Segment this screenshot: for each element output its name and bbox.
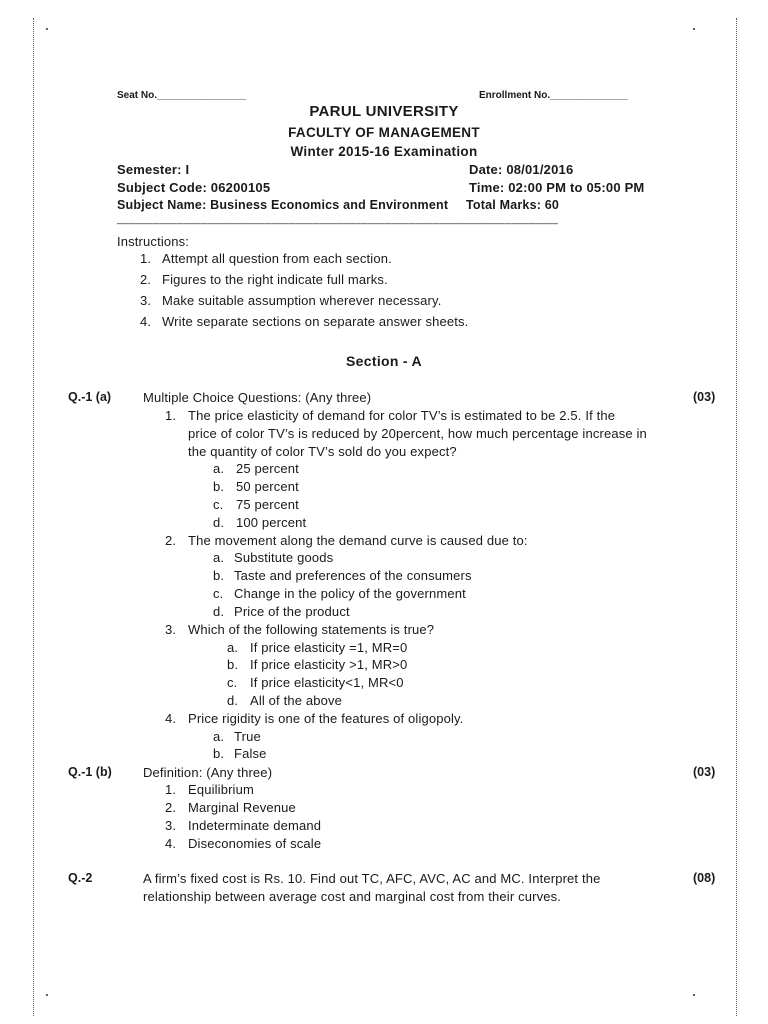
instruction-number: 4. (140, 314, 152, 329)
mcq-option-letter: c. (213, 586, 224, 601)
exam-date: Date: 08/01/2016 (469, 162, 574, 177)
corner-mark (46, 994, 48, 996)
definition-number: 3. (165, 818, 177, 833)
mcq-option-text: 50 percent (236, 479, 299, 494)
mcq-option-text: All of the above (250, 693, 343, 708)
mcq-number: 4. (165, 711, 177, 726)
question-text: Definition: (Any three) (143, 765, 273, 780)
mcq-option-letter: d. (227, 693, 239, 708)
question-marks: (03) (693, 765, 716, 779)
mcq-option-letter: b. (213, 568, 225, 583)
definition-number: 4. (165, 836, 177, 851)
mcq-option-letter: d. (213, 604, 225, 619)
definition-term: Diseconomies of scale (188, 836, 322, 851)
mcq-text: The price elasticity of demand for color TV’s is estimated to be 2.5. If the (188, 408, 616, 423)
mcq-number: 2. (165, 533, 177, 548)
mcq-option-text: Substitute goods (234, 550, 334, 565)
instruction-text: Write separate sections on separate answer sheets. (162, 314, 469, 329)
mcq-option-text: 75 percent (236, 497, 299, 512)
mcq-option-text: Taste and preferences of the consumers (234, 568, 472, 583)
instruction-number: 1. (140, 251, 152, 266)
definition-term: Marginal Revenue (188, 800, 296, 815)
faculty-name: FACULTY OF MANAGEMENT (288, 125, 480, 140)
question-label: Q.-1 (b) (68, 765, 112, 779)
exam-title: Winter 2015-16 Examination (290, 144, 478, 159)
mcq-option-letter: b. (213, 479, 225, 494)
mcq-option-text: True (234, 729, 261, 744)
question-text: Multiple Choice Questions: (Any three) (143, 390, 372, 405)
exam-time: Time: 02:00 PM to 05:00 PM (469, 180, 645, 195)
mcq-option-letter: a. (213, 550, 225, 565)
subject-name: Subject Name: Business Economics and Environment (117, 198, 449, 212)
header-divider: __________________________________________________________________________ (117, 214, 559, 225)
mcq-option-text: 100 percent (236, 515, 307, 530)
right-dotted-margin-line (736, 18, 737, 1016)
seat-no: Seat No.________________ (117, 90, 246, 101)
mcq-text: The movement along the demand curve is caused due to: (188, 533, 528, 548)
mcq-number: 3. (165, 622, 177, 637)
definition-number: 2. (165, 800, 177, 815)
corner-mark (693, 994, 695, 996)
university-name: PARUL UNIVERSITY (309, 103, 459, 120)
total-marks: Total Marks: 60 (466, 198, 560, 212)
question-marks: (03) (693, 390, 716, 404)
mcq-text: Price rigidity is one of the features of oligopoly. (188, 711, 464, 726)
mcq-option-letter: d. (213, 515, 225, 530)
instruction-text: Make suitable assumption wherever necessary. (162, 293, 442, 308)
subject-code: Subject Code: 06200105 (117, 180, 271, 195)
mcq-option-text: Price of the product (234, 604, 350, 619)
mcq-option-letter: c. (227, 675, 238, 690)
instruction-text: Figures to the right indicate full marks. (162, 272, 388, 287)
mcq-option-text: 25 percent (236, 461, 299, 476)
mcq-option-text: Change in the policy of the government (234, 586, 466, 601)
mcq-option-text: False (234, 746, 267, 761)
section-title: Section - A (346, 353, 422, 369)
definition-term: Equilibrium (188, 782, 254, 797)
question-text: A firm’s fixed cost is Rs. 10. Find out TC, AFC, AVC, AC and MC. Interpret the (143, 871, 601, 886)
mcq-option-text: If price elasticity<1, MR<0 (250, 675, 404, 690)
instruction-number: 3. (140, 293, 152, 308)
mcq-option-letter: a. (227, 640, 239, 655)
question-text: relationship between average cost and marginal cost from their curves. (143, 889, 562, 904)
question-label: Q.-1 (a) (68, 390, 112, 404)
definition-number: 1. (165, 782, 177, 797)
left-dotted-margin-line (33, 18, 34, 1016)
mcq-option-letter: a. (213, 461, 225, 476)
instructions-title: Instructions: (117, 234, 190, 249)
enrollment-no: Enrollment No.______________ (479, 90, 628, 101)
mcq-text: the quantity of color TV’s sold do you expect? (188, 444, 457, 459)
question-marks: (08) (693, 871, 716, 885)
mcq-number: 1. (165, 408, 177, 423)
instruction-text: Attempt all question from each section. (162, 251, 392, 266)
corner-mark (46, 28, 48, 30)
mcq-text: price of color TV’s is reduced by 20percent, how much percentage increase in (188, 426, 647, 441)
mcq-option-text: If price elasticity >1, MR>0 (250, 657, 408, 672)
question-label: Q.-2 (68, 871, 93, 885)
corner-mark (693, 28, 695, 30)
mcq-option-letter: c. (213, 497, 224, 512)
mcq-option-letter: b. (213, 746, 225, 761)
mcq-option-letter: b. (227, 657, 239, 672)
mcq-option-letter: a. (213, 729, 225, 744)
instruction-number: 2. (140, 272, 152, 287)
semester: Semester: I (117, 162, 190, 177)
mcq-option-text: If price elasticity =1, MR=0 (250, 640, 408, 655)
mcq-text: Which of the following statements is true? (188, 622, 435, 637)
definition-term: Indeterminate demand (188, 818, 322, 833)
